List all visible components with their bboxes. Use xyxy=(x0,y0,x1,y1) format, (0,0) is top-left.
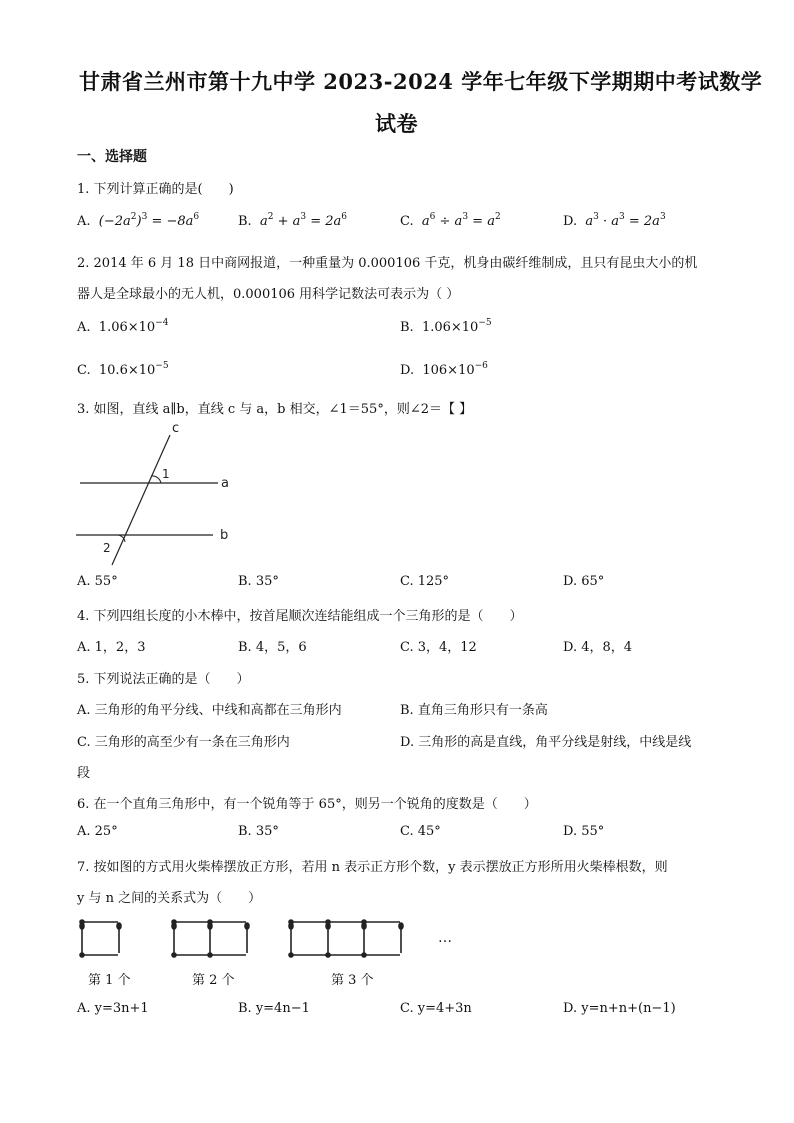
question-7-stem-line1: 7. 按如图的方式用火柴棒摆放正方形，若用 n 表示正方形个数，y 表示摆放正方形所用火柴棒根数，则 xyxy=(77,860,668,875)
question-7-option-d: D. y=n+n+(n−1) xyxy=(563,1001,676,1016)
question-2-stem-line2: 器人是全球最小的无人机，0.000106 用科学记数法可表示为（ ） xyxy=(77,287,460,302)
figure-caption-3: 第 3 个 xyxy=(331,973,374,988)
question-3-option-a: A. 55° xyxy=(77,574,118,589)
question-2-option-c: C. $10.6\times 10^{-5}$ xyxy=(77,361,169,378)
document-title-line1: 甘肃省兰州市第十九中学 2023-2024 学年七年级下学期期中考试数学 xyxy=(79,69,763,94)
question-1-stem: 1. 下列计算正确的是( ) xyxy=(77,182,234,197)
question-6-option-c: C. 45° xyxy=(400,824,441,839)
line-a-label: a xyxy=(221,476,229,491)
angle-2-label: 2 xyxy=(103,541,111,555)
question-1-option-c: C. $a^6 \div a^3 = a^2$ xyxy=(400,212,501,229)
question-7-option-c: C. y=4+3n xyxy=(400,1001,472,1016)
question-5-option-a: A. 三角形的角平分线、中线和高都在三角形内 xyxy=(77,703,342,718)
angle-2-arc xyxy=(118,535,125,542)
question-5-option-d: D. 三角形的高是直线，角平分线是射线，中线是线 xyxy=(400,735,692,750)
question-1-option-d: D. $a^3 \cdot a^3 = 2a^3$ xyxy=(563,212,666,229)
matchstick-figure-1 xyxy=(80,920,121,957)
question-2-option-d: D. $106\times 10^{-6}$ xyxy=(400,361,488,378)
matchstick-ellipsis: … xyxy=(438,930,452,946)
line-c xyxy=(112,435,170,565)
question-6-option-b: B. 35° xyxy=(238,824,279,839)
question-6-stem: 6. 在一个直角三角形中，有一个锐角等于 65°，则另一个锐角的度数是（ ） xyxy=(77,797,537,812)
question-6-option-a: A. 25° xyxy=(77,824,118,839)
question-4-option-a: A. 1，2，3 xyxy=(77,640,146,655)
question-4-option-b: B. 4，5，6 xyxy=(238,640,307,655)
angle-1-arc xyxy=(151,476,161,483)
matchstick-figure-3 xyxy=(289,920,403,957)
angle-1-label: 1 xyxy=(162,467,170,481)
question-4-option-d: D. 4，8，4 xyxy=(563,640,633,655)
question-5-stem: 5. 下列说法正确的是（ ） xyxy=(77,672,250,687)
question-4-stem: 4. 下列四组长度的小木棒中，按首尾顺次连结能组成一个三角形的是（ ） xyxy=(77,609,523,624)
question-2-option-b: B. $1.06\times 10^{-5}$ xyxy=(400,318,492,335)
line-b-label: b xyxy=(220,528,229,543)
question-5-option-b: B. 直角三角形只有一条高 xyxy=(400,703,548,718)
question-4-option-c: C. 3，4，12 xyxy=(400,640,477,655)
question-7-stem-line2: y 与 n 之间的关系式为（ ） xyxy=(77,891,262,906)
section-heading: 一、选择题 xyxy=(77,149,147,165)
question-1-option-a: A. $(-2a^2)^3 = -8a^6$ xyxy=(77,212,200,229)
question-6-option-d: D. 55° xyxy=(563,824,605,839)
matchstick-squares-figure xyxy=(70,912,490,970)
question-3-option-b: B. 35° xyxy=(238,574,279,589)
question-2-option-a: A. $1.06\times 10^{-4}$ xyxy=(77,318,169,335)
line-c-label: c xyxy=(172,421,180,436)
question-7-option-b: B. y=4n−1 xyxy=(238,1001,310,1016)
parallel-lines-figure xyxy=(70,418,240,568)
question-5-option-c: C. 三角形的高至少有一条在三角形内 xyxy=(77,735,290,750)
question-3-option-c: C. 125° xyxy=(400,574,450,589)
figure-caption-2: 第 2 个 xyxy=(192,973,235,988)
question-3-stem: 3. 如图，直线 a∥b，直线 c 与 a，b 相交，∠1＝55°，则∠2＝【 】 xyxy=(77,402,473,417)
question-2-stem-line1: 2. 2014 年 6 月 18 日中商网报道，一种重量为 0.000106 千克，机身由碳纤维制成，且只有昆虫大小的机 xyxy=(77,256,698,271)
question-3-option-d: D. 65° xyxy=(563,574,605,589)
question-7-option-a: A. y=3n+1 xyxy=(77,1001,149,1016)
matchstick-figure-2 xyxy=(172,920,249,957)
question-1-option-b: B. $a^2 + a^3 = 2a^6$ xyxy=(238,212,348,229)
document-title-line2: 试卷 xyxy=(375,111,418,136)
question-5-option-d-wrap: 段 xyxy=(77,766,91,781)
figure-caption-1: 第 1 个 xyxy=(88,973,131,988)
